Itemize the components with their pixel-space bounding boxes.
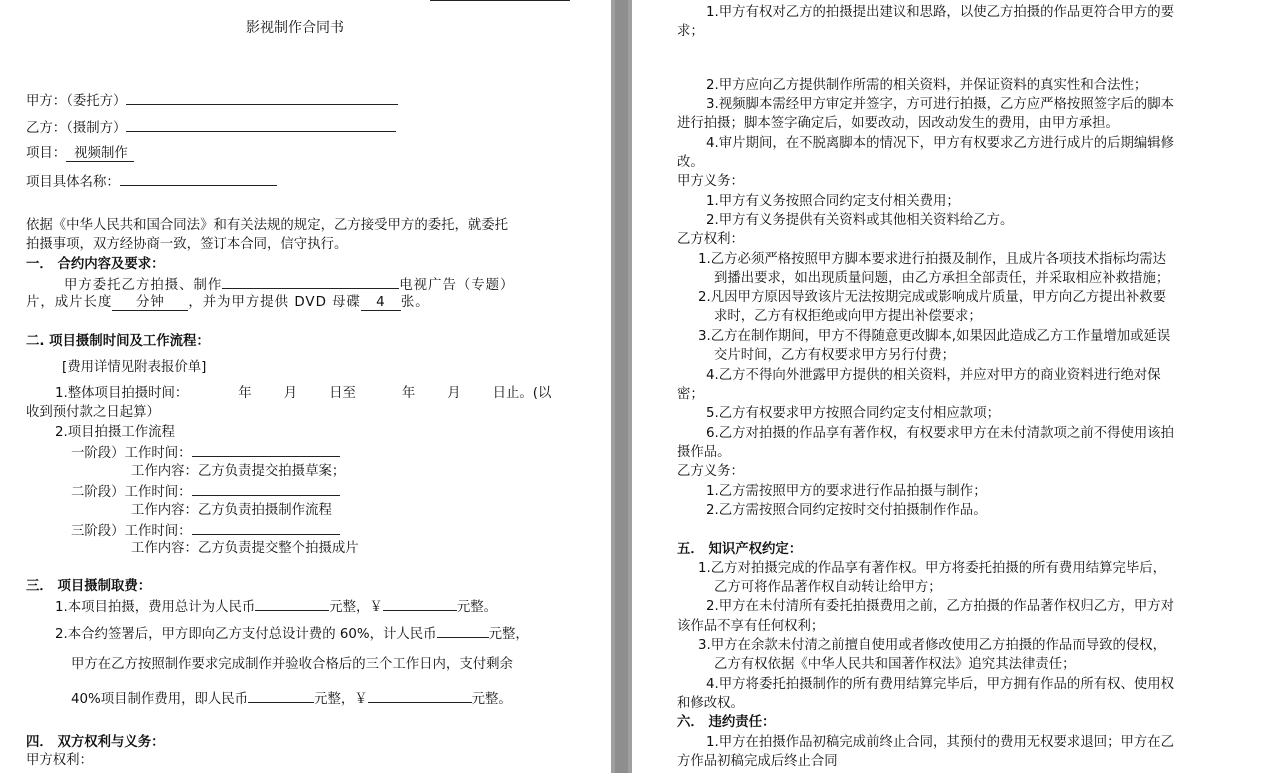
- right-line: 2.甲方应向乙方提供制作所需的相关资料，并保证资料的真实性和合法性；: [706, 78, 1148, 93]
- stage-3-time: [71, 521, 340, 540]
- s3-item-1-text-c: 元整。: [456, 600, 497, 615]
- stage-3-time-blank[interactable]: [192, 521, 340, 535]
- s3-item-2-text-b: 元整，: [488, 627, 529, 642]
- right-line: 4.乙方不得向外泄露甲方提供的相关资料，并应对甲方的商业资料进行绝对保: [706, 368, 1161, 383]
- party-b-rights-label: 乙方权利：: [677, 232, 744, 247]
- intro-line-2: 拍摄事项，双方经协商一致，签订本合同，信守执行。: [26, 237, 348, 252]
- right-line: 进行拍摄；脚本签字确定后，如要改动，因改动发生的费用，由甲方承担。: [677, 116, 1119, 131]
- s3-item-1-text-a: 1.本项目拍摄，费用总计为人民币: [55, 600, 256, 615]
- total-fee-rmb-blank[interactable]: [255, 597, 329, 611]
- document-title: 影视制作合同书: [246, 20, 344, 36]
- right-line: 2.凡因甲方原因导致该片无法按期完成或影响成片质量，甲方向乙方提出补救要: [698, 290, 1167, 305]
- s1-line-1-text-b: 电视广告（专题）: [399, 278, 515, 293]
- right-line: 乙方可将作品著作权自动转让给甲方；: [714, 580, 942, 595]
- right-line: 到播出要求，如出现质量问题，由乙方承担全部责任，并采取相应补救措施；: [714, 271, 1170, 286]
- s2-item-1-cont: 收到预付款之日起算）: [26, 405, 160, 420]
- party-a-label: 甲方：（委托方）: [26, 94, 127, 109]
- right-line: 1.乙方对拍摄完成的作品享有著作权。甲方将委托拍摄的所有费用结算完毕后，: [698, 561, 1167, 576]
- s1-ad-blank[interactable]: [222, 275, 399, 289]
- party-b-blank[interactable]: [126, 118, 396, 132]
- project-value[interactable]: 视频制作: [66, 147, 134, 162]
- right-line: 交片时间，乙方有权要求甲方另行付费；: [714, 348, 956, 363]
- right-line: 6.乙方对拍摄的作品享有著作权，有权要求甲方在未付清款项之前不得使用该拍: [706, 426, 1175, 441]
- right-line: 求；: [677, 24, 704, 39]
- s1-line-2-text-c: 张。: [400, 295, 430, 310]
- right-line: 乙方有权依据《中华人民共和国著作权法》追究其法律责任；: [714, 657, 1076, 672]
- right-line: 5.乙方有权要求甲方按照合同约定支付相应款项；: [706, 406, 1000, 421]
- page-gutter: [611, 0, 632, 773]
- s2-note: [费用详情见附表报价单]: [62, 360, 207, 375]
- stage-3-content: 工作内容：乙方负责提交整个拍摄成片: [131, 541, 359, 556]
- right-line: 1.乙方需按照甲方的要求进行作品拍摄与制作；: [706, 484, 987, 499]
- s3-item-2-line-3-text-a: 40%项目制作费用，即人民币: [71, 692, 249, 707]
- stage-2-time-blank[interactable]: [192, 482, 340, 496]
- party-a-rights-label: 甲方权利：: [26, 753, 93, 768]
- s1-line-2-text-b: ，并为甲方提供 DVD 母碟: [188, 295, 361, 310]
- stage-2-time: [71, 482, 340, 501]
- section-4-heading: 四． 双方权利与义务：: [26, 735, 165, 750]
- left-page: [0, 0, 611, 773]
- s1-line-2-text-a: 片，成片长度: [26, 295, 113, 310]
- end-year-label: 年: [401, 386, 416, 401]
- right-line: 该作品不享有任何权利；: [677, 619, 825, 634]
- right-line: 摄作品。: [677, 445, 731, 460]
- section-2-heading: 二. 项目摄制时间及工作流程：: [26, 334, 210, 349]
- right-line: 3.甲方在余款未付清之前擅自使用或者修改使用乙方拍摄的作品而导致的侵权，: [698, 638, 1167, 653]
- deposit-rmb-blank[interactable]: [437, 624, 489, 638]
- intro-line-1: 依据《中华人民共和国合同法》和有关法规的规定，乙方接受甲方的委托，就委托: [26, 218, 509, 233]
- right-line: 2.甲方在未付清所有委托拍摄费用之前，乙方拍摄的作品著作权归乙方，甲方对: [706, 599, 1175, 614]
- project-name-label: 项目具体名称：: [26, 175, 120, 190]
- right-line: 求时，乙方有权拒绝或向甲方提出补偿要求；: [714, 309, 982, 324]
- s3-item-2-text-a: 2.本合约签署后，甲方即向乙方支付总设计费的 60%，计人民币: [55, 627, 437, 642]
- right-line: 2.甲方有义务提供有关资料或其他相关资料给乙方。: [706, 213, 1014, 228]
- party-a-blank[interactable]: [126, 91, 398, 105]
- start-month-label: 月: [283, 386, 298, 401]
- s1-line-1-text-a: 甲方委托乙方拍摄、制作: [64, 278, 223, 293]
- balance-rmb-blank[interactable]: [248, 689, 314, 703]
- s3-item-2-line-2: 甲方在乙方按照制作要求完成制作并验收合格后的三个工作日内，支付剩余: [71, 657, 513, 672]
- section-6-heading: 六． 违约责任：: [677, 715, 776, 730]
- s1-line-2: [26, 294, 430, 311]
- right-line: 3.乙方在制作期间，甲方不得随意更改脚本,如果因此造成乙方工作量增加或延误: [698, 329, 1171, 344]
- s3-item-2: [55, 624, 529, 643]
- section-3-heading: 三． 项目摄制取费：: [26, 579, 152, 594]
- party-b-obligations-label: 乙方义务：: [677, 464, 744, 479]
- stage-1-label: 一阶段）工作时间：: [71, 446, 192, 461]
- s3-item-1: [55, 597, 497, 616]
- s3-item-2-line-3: [71, 689, 512, 708]
- project-field: [26, 145, 134, 162]
- project-name-field: [26, 172, 277, 191]
- s2-item-1: [55, 385, 551, 402]
- duration-unit[interactable]: 分钟: [112, 296, 188, 311]
- start-year-label: 年: [238, 386, 252, 401]
- right-line: 3.视频脚本需经甲方审定并签字，方可进行拍摄，乙方应严格按照签字后的脚本: [706, 97, 1175, 112]
- right-line: 1.甲方有义务按照合同约定支付相关费用；: [706, 194, 960, 209]
- right-line: 1.甲方在拍摄作品初稿完成前终止合同，其预付的费用无权要求退回；甲方在乙: [706, 735, 1175, 750]
- party-a-field: [26, 91, 398, 110]
- s3-item-1-text-b: 元整，￥: [329, 600, 383, 615]
- stage-1-time: [71, 443, 340, 462]
- stage-2-label: 二阶段）工作时间：: [71, 485, 192, 500]
- right-line: 1.甲方有权对乙方的拍摄提出建议和思路，以使乙方拍摄的作品更符合甲方的要: [706, 5, 1175, 20]
- balance-yen-blank[interactable]: [368, 689, 472, 703]
- party-a-obligations-label: 甲方义务：: [677, 174, 744, 189]
- project-name-blank[interactable]: [120, 172, 277, 186]
- stage-1-content: 工作内容：乙方负责提交拍摄草案；: [131, 464, 346, 479]
- section-5-heading: 五． 知识产权约定：: [677, 542, 803, 557]
- s2-item-2: 2.项目拍摄工作流程: [55, 425, 175, 440]
- end-month-label: 月: [447, 386, 461, 401]
- right-line: 密；: [677, 387, 704, 402]
- right-page: [632, 0, 1261, 773]
- right-line: 方作品初稿完成后终止合同: [677, 754, 838, 769]
- s3-item-2-line-3-text-b: 元整，￥: [314, 692, 368, 707]
- section-1-heading: 一． 合约内容及要求：: [26, 257, 165, 272]
- s2-item-1-label: 1.整体项目拍摄时间：: [55, 386, 189, 401]
- party-b-field: [26, 118, 396, 137]
- s3-item-2-line-3-text-c: 元整。: [471, 692, 512, 707]
- stage-1-time-blank[interactable]: [192, 443, 340, 457]
- party-b-label: 乙方：（摄制方）: [26, 121, 127, 136]
- end-day-label: 日止。(以: [492, 386, 552, 401]
- stage-2-content: 工作内容：乙方负责拍摄制作流程: [131, 503, 332, 518]
- right-line: 4.审片期间，在不脱离脚本的情况下，甲方有权要求乙方进行成片的后期编辑修: [706, 136, 1175, 151]
- right-line: 和修改权。: [677, 696, 744, 711]
- stage-3-label: 三阶段）工作时间：: [71, 524, 192, 539]
- dvd-count[interactable]: 4: [361, 296, 401, 311]
- right-line: 4.甲方将委托拍摄制作的所有费用结算完毕后，甲方拥有作品的所有权、使用权: [706, 677, 1175, 692]
- right-line: 2.乙方需按照合同约定按时交付拍摄制作作品。: [706, 503, 987, 518]
- header-rule: [430, 0, 570, 1]
- s1-line-1: [64, 275, 514, 294]
- right-line: 1.乙方必须严格按照甲方脚本要求进行拍摄及制作，且成片各项技术指标均需达: [698, 252, 1167, 267]
- start-day-label: 日至: [329, 386, 356, 401]
- total-fee-yen-blank[interactable]: [383, 597, 457, 611]
- project-label: 项目：: [26, 146, 67, 161]
- right-line: 改。: [677, 155, 704, 170]
